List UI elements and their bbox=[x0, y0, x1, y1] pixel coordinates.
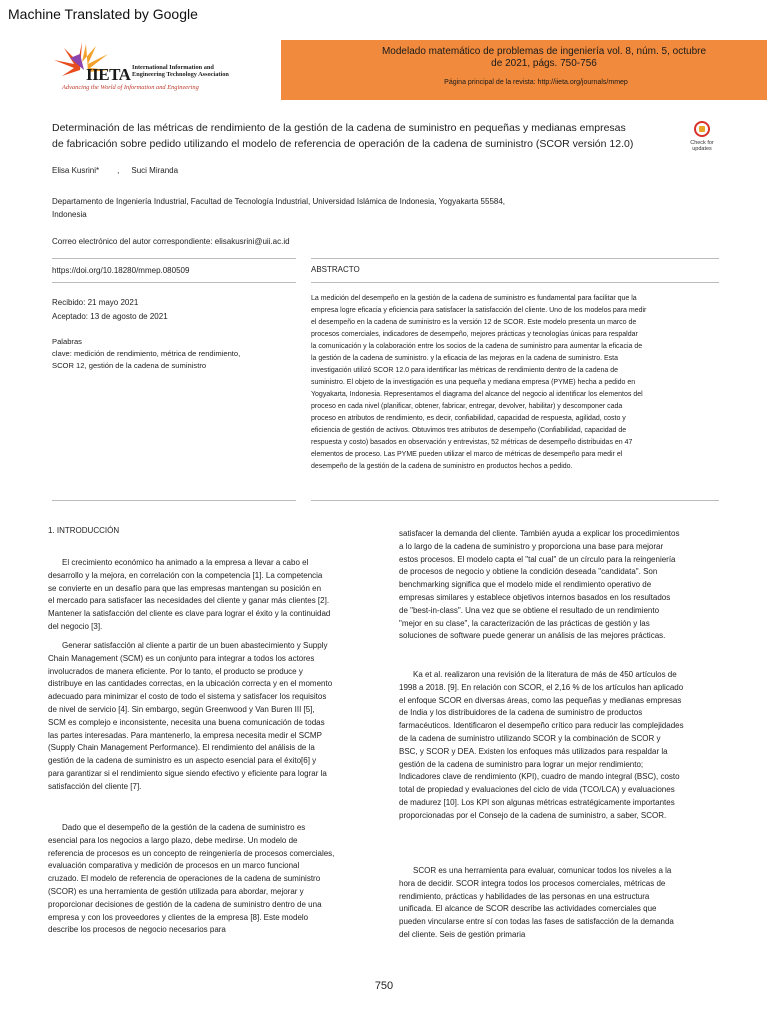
abstract-heading: ABSTRACTO bbox=[311, 265, 360, 274]
doi-link[interactable]: https://doi.org/10.18280/mmep.080509 bbox=[52, 266, 190, 275]
received-date: Recibido: 21 mayo 2021 bbox=[52, 298, 139, 307]
check-updates-icon bbox=[694, 121, 710, 137]
article-dates bbox=[52, 296, 168, 324]
divider bbox=[52, 500, 296, 501]
left-paragraph-3: Dado que el desempeño de la gestión de la cadena de suministro es esencial para los negocios a largo plazo, debe medirse. Un modelo de referencia de procesos es un concepto de reingeniería de procesos comerciales, evaluación comparativa y medición de procesos en un marco funcional cruzado. El modelo de referencia de operaciones de la cadena de suministro (SCOR) es una herramienta de gestión utilizada para abordar, mejorar y proporcionar decisiones de gestión de la cadena de suministro dentro de una empresa y con los proveedores y clientes de la empresa [8]. Este modelo describe los procesos de negocio necesarios para bbox=[48, 823, 335, 935]
divider bbox=[311, 258, 719, 259]
logo-short-text: IIETA bbox=[86, 65, 131, 84]
machine-translated-label: Machine Translated by Google bbox=[8, 6, 198, 22]
left-paragraph-2: Generar satisfacción al cliente a partir de un buen abastecimiento y Supply Chain Management (SCM) es un conjunto para integrar a todos los actores involucrados de manera eficiente. Por lo tanto, el producto se produce y distribuye en las cantidades correctas, en la ubicación correcta y en el momento adecuado para minimizar el costo de todo el sistema y satisfacer los requisitos de nivel de servicio [4]. Sin embargo, según Greenwood y Van Buren III [5], SCM es complejo e inconsistente, necesita una buena comunicación de todas las partes interesadas. Para mantenerlo, la empresa necesita medir el SCMP (Supply Chain Management Performance). El rendimiento del análisis de la gestión de la cadena de suministro es un aspecto esencial para el éxito[6] y para garantizar si el rendimiento sigue siendo efectivo y eficiente para lograr la satisfacción del cliente [7]. bbox=[48, 641, 333, 791]
logo-org-name: International Information and Engineering Technology Association bbox=[132, 64, 229, 78]
divider bbox=[52, 258, 296, 259]
keywords: Palabras clave: medición de rendimiento, métrica de rendimiento, SCOR 12, gestión de la cadena de suministro bbox=[52, 337, 241, 370]
abstract-body: La medición del desempeño en la gestión de la cadena de suministro es fundamental para facilitar que la empresa logre eficacia y eficiencia para satisfacer la satisfacción del cliente. Uno de los modelos para medir el desempeño en la cadena de suministro es la versión 12 de SCOR. Este modelo presenta un marco de procesos comerciales, indicadores de desempeño, mejores prácticas y tecnologías únicas para respaldar la comunicación y la colaboración entre los socios de la cadena de suministro para aumentar la eficacia de la gestión de la cadena de suministro. y la eficacia de las mejoras en la cadena de suministro. Esta investigación utilizó SCOR 12.0 para identificar las métricas de rendimiento dentro de la cadena de suministro. El objeto de la investigación es una pequeña y mediana empresa (PYME) hecha a pedido en Yogyakarta, Indonesia. Representamos el diagrama del alcance del negocio al identificar los elementos del proceso en cada nivel (planificar, obtener, fabricar, entregar, devolver, habilitar) y descomponer cada proceso en atributos de rendimiento, es decir, confiabilidad, capacidad de respuesta, agilidad, costo y eficiencia de gestión de activos. Obtuvimos tres atributos de desempeño (Confiabilidad, capacidad de respuesta y costo) basados en observación y entrevistas, 52 métricas de desempeño distribuidas en 47 elementos de proceso. Las PYME pueden utilizar el marco de métricas de desempeño para medir el desempeño de la gestión de la cadena de suministro en productos hechos a pedido. bbox=[311, 295, 647, 470]
journal-banner bbox=[281, 40, 767, 100]
check-for-updates-badge[interactable] bbox=[684, 120, 720, 156]
page-number: 750 bbox=[374, 980, 394, 992]
divider bbox=[52, 282, 296, 283]
corresponding-email: Correo electrónico del autor correspondiente: elisakusrini@uii.ac.id bbox=[52, 237, 290, 246]
right-paragraph-3: SCOR es una herramienta para evaluar, comunicar todos los niveles a la hora de decidir. SCOR integra todos los procesos comerciales, métricas de rendimiento, prácticas y habilidades de las personas en una estructura unificada. El alcance de SCOR describe las actividades comerciales que pueden vincularse entre sí con todas las fases de satisfacción de la demanda del cliente. Seis de gestión primaria bbox=[399, 866, 674, 939]
right-paragraph-2: Ka et al. realizaron una revisión de la literatura de más de 450 artículos de 1998 a 2018. [9]. En relación con SCOR, el 2,16 % de los artículos han aplicado el enfoque SCOR en diversas áreas, como las pequeñas y medianas empresas de India y los distribuidores de la cadena de suministro de productos farmacéuticos. Identificaron el desempeño crítico para reducir las complejidades de la cadena de suministro utilizando SCOR y la combinación de SCOR y BSC, y SCOR y DEA. Existen los enfoques más utilizados para respaldar la gestión de la cadena de suministro para lograr un mejor rendimiento; Indicadores clave de rendimiento (KPI), cuadro de mando integral (BSC), costo total de propiedad y evaluaciones del ciclo de vida (TCO/LCA) y evaluaciones de madurez [10]. Los KPI son algunas métricas estratégicamente importantes proporcionadas por el Consejo de la cadena de suministro, a saber, SCOR. bbox=[399, 670, 684, 820]
journal-citation: Modelado matemático de problemas de ingeniería vol. 8, núm. 5, octubre de 2021, págs. 750-756 bbox=[381, 46, 707, 69]
author-2: Suci Miranda bbox=[131, 166, 179, 175]
accepted-date: Aceptado: 13 de agosto de 2021 bbox=[52, 312, 168, 321]
author-1: Elisa Kusrini* bbox=[52, 166, 100, 175]
left-paragraph-1: El crecimiento económico ha animado a la empresa a llevar a cabo el desarrollo y la mejora, en correlación con la competencia [1]. La competencia se convierte en un desafío para que las empresas mantengan su posición en el mercado para satisfacer las necesidades del cliente y ganar más clientes [2]. Mantener la satisfacción del cliente es clave para lograr el éxito y la continuidad del negocio [3]. bbox=[48, 558, 331, 631]
journal-homepage-link[interactable]: Página principal de la revista: http://iieta.org/journals/mmep bbox=[444, 79, 628, 86]
logo-tagline: Advancing the World of Information and Engineering bbox=[62, 84, 199, 91]
divider bbox=[311, 282, 719, 283]
affiliation: Departamento de Ingeniería Industrial, Facultad de Tecnología Industrial, Universidad Islámica de Indonesia, Yogyakarta 55584, Indonesia bbox=[52, 197, 506, 219]
divider bbox=[311, 500, 719, 501]
section-heading-introduccion: 1. INTRODUCCIÓN bbox=[48, 526, 120, 535]
paper-title: Determinación de las métricas de rendimiento de la gestión de la cadena de suministro en pequeñas y medianas empresas de fabricación sobre pedido utilizando el modelo de referencia de operación de la cadena de suministro (SCOR versión 12.0) bbox=[52, 122, 634, 150]
authors: Elisa Kusrini* , Suci Miranda bbox=[52, 166, 179, 175]
right-paragraph-1: satisfacer la demanda del cliente. También ayuda a explicar los procedimientos a lo largo de la cadena de suministro y proporciona una base para mejorar estos procesos. El modelo capta el "tal cual" de un círculo para la reingeniería de procesos de negocio y obtiene la condición deseada "candidata". Son benchmarking significa que el modelo mide el rendimiento operativo de empresas similares y establece objetivos internos basados en los resultados de "best-in-class". Una vez que se obtiene el resultado de un rendimiento "mejor en su clase", la caracterización de las prácticas de gestión y las soluciones de software puede generar un análisis de las mejores prácticas. bbox=[399, 529, 680, 641]
check-updates-label: Check for updates bbox=[690, 140, 714, 152]
iieta-logo bbox=[52, 40, 282, 96]
